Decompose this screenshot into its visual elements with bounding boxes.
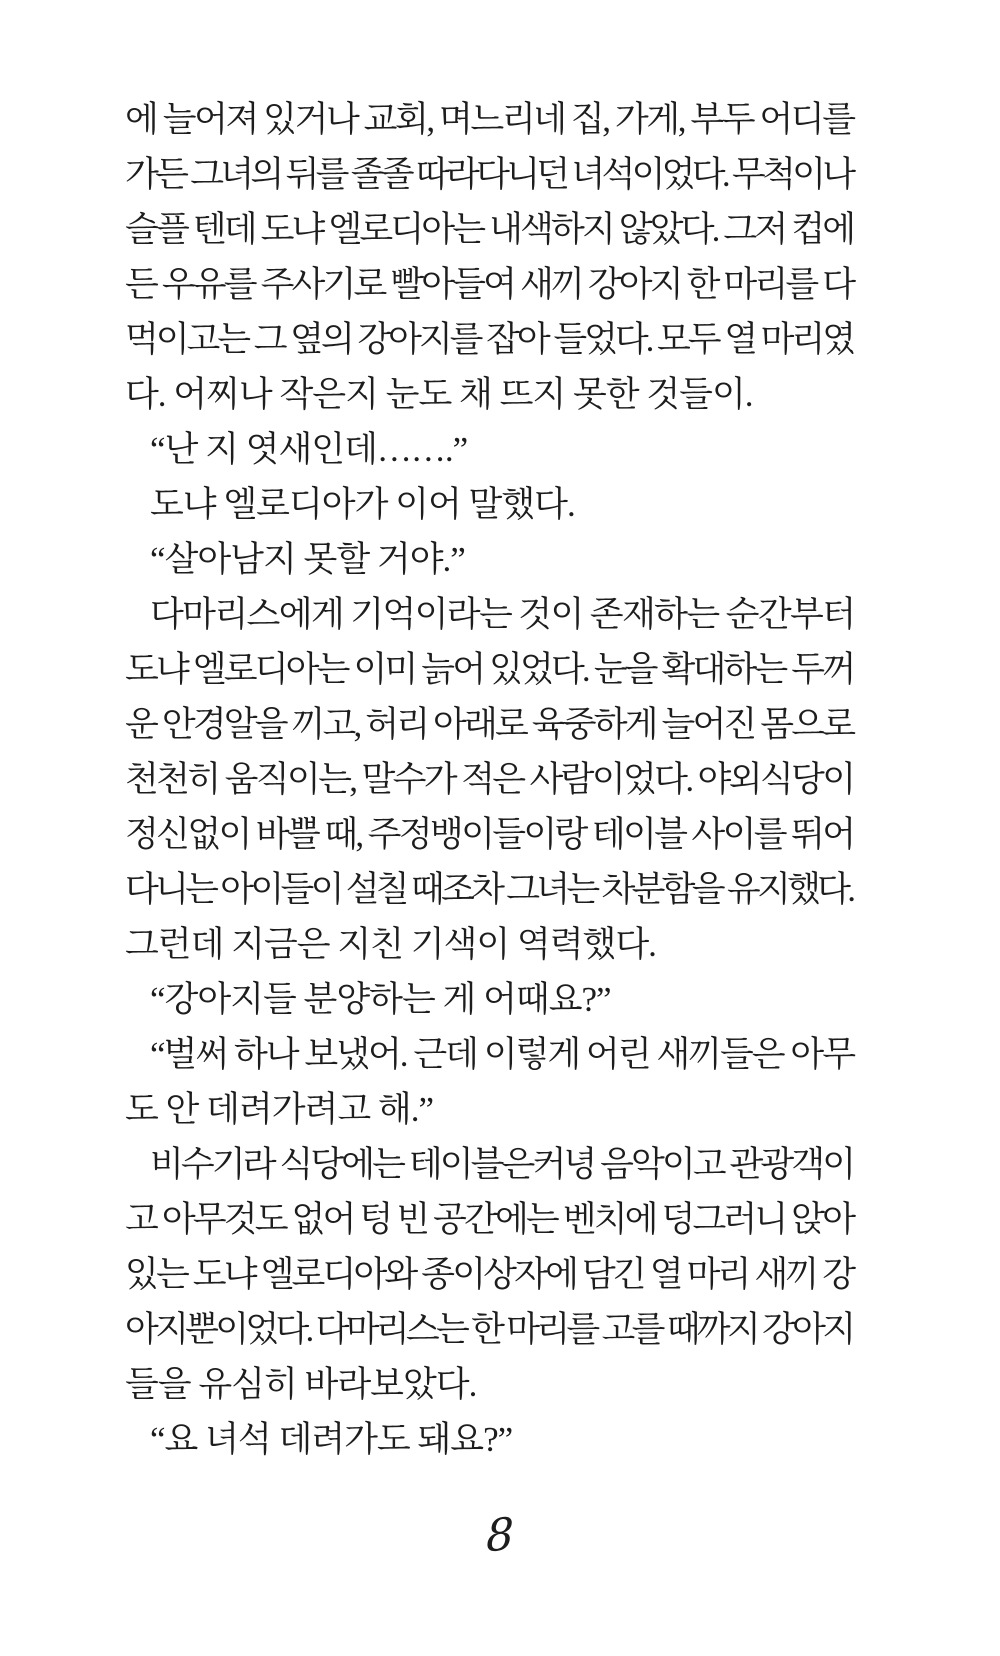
- text-line: 다마리스에게 기억이라는 것이 존재하는 순간부터: [150, 595, 855, 634]
- text-line: 들을 유심히 바라보았다.: [125, 1365, 477, 1404]
- text-line: 든 우유를 주사기로 빨아들여 새끼 강아지 한 마리를 다: [125, 265, 855, 304]
- text-line: 아지뿐이었다. 다마리스는 한 마리를 고를 때까지 강아지: [125, 1310, 855, 1349]
- text-line: “살아남지 못할 거야.”: [150, 540, 465, 579]
- page-number: [0, 1508, 1000, 1563]
- text-line: “난 지 엿새인데…….”: [150, 430, 468, 469]
- text-line: 슬플 텐데 도냐 엘로디아는 내색하지 않았다. 그저 컵에: [125, 210, 855, 249]
- text-line: 천천히 움직이는, 말수가 적은 사람이었다. 야외식당이: [125, 760, 855, 799]
- text-line: 운 안경알을 끼고, 허리 아래로 육중하게 늘어진 몸으로: [125, 705, 855, 744]
- text-line: 비수기라 식당에는 테이블은커녕 음악이고 관광객이: [150, 1145, 855, 1184]
- text-line: 고 아무것도 없어 텅 빈 공간에는 벤치에 덩그러니 앉아: [125, 1200, 855, 1239]
- text-line: “벌써 하나 보냈어. 근데 이렇게 어린 새끼들은 아무: [150, 1035, 855, 1074]
- page-number-glyph: 8: [486, 1508, 514, 1563]
- text-line: 그런데 지금은 지친 기색이 역력했다.: [125, 925, 656, 964]
- text-line: 다니는 아이들이 설칠 때조차 그녀는 차분함을 유지했다.: [125, 870, 855, 909]
- text-line: 에 늘어져 있거나 교회, 며느리네 집, 가게, 부두 어디를: [125, 100, 855, 139]
- text-line: 도냐 엘로디아는 이미 늙어 있었다. 눈을 확대하는 두꺼: [125, 650, 855, 689]
- text-line: 먹이고는 그 옆의 강아지를 잡아 들었다. 모두 열 마리였: [125, 320, 855, 359]
- text-line: 다. 어찌나 작은지 눈도 채 뜨지 못한 것들이.: [125, 375, 753, 414]
- text-line: 정신없이 바쁠 때, 주정뱅이들이랑 테이블 사이를 뛰어: [125, 815, 855, 854]
- text-line: 있는 도냐 엘로디아와 종이상자에 담긴 열 마리 새끼 강: [125, 1255, 855, 1294]
- text-line: 도냐 엘로디아가 이어 말했다.: [150, 485, 575, 524]
- text-line: 도 안 데려가려고 해.”: [125, 1090, 434, 1129]
- text-line: 가든 그녀의 뒤를 졸졸 따라다니던 녀석이었다. 무척이나: [125, 155, 855, 194]
- text-line: “강아지들 분양하는 게 어때요?”: [150, 980, 611, 1019]
- text-line: “요 녀석 데려가도 돼요?”: [150, 1420, 513, 1459]
